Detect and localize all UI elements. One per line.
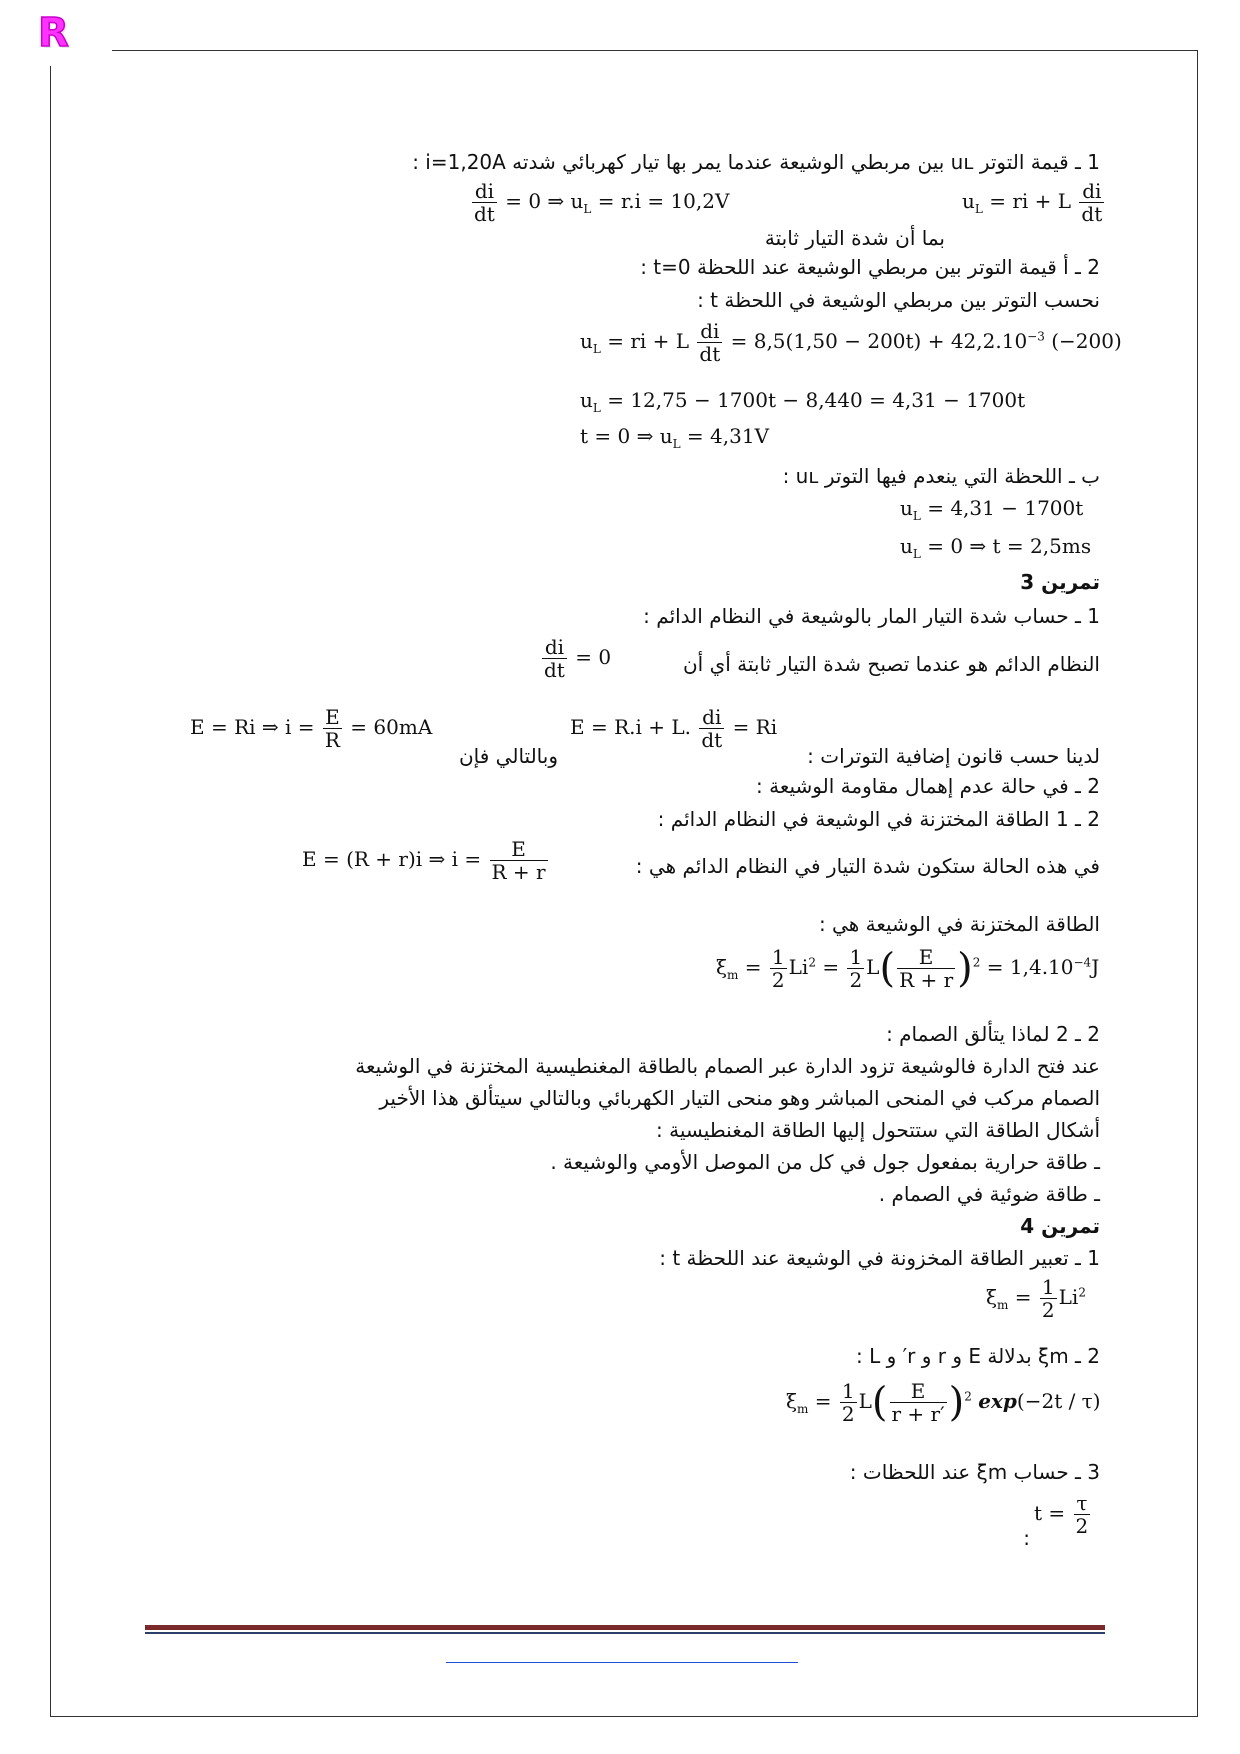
current-case-label: في هذه الحالة ستكون شدة التيار في النظام الدائم هي : [635, 854, 1100, 878]
equation-uL-expanded: $u_L$ = ri + L $\frac{di}{dt}$ = $8,5(1,50 - 200t) + 42,2.10^{-3}$ (−200) [580, 319, 1122, 366]
ex3-question-2-2: 2 ـ 2 لماذا يتألق الصمام : [886, 1022, 1100, 1046]
equation-energy-exponential: $\xi_m$ = $\frac{1}{2}$ L( $\frac{E}{r + r'}$ )$^2$ exp(−2t / τ) [786, 1379, 1101, 1426]
therefore-label: وبالتالي فإن [458, 744, 558, 768]
ex3-title: تمرين 3 [1020, 570, 1100, 594]
equation-uL-general: $u_L$ = ri + L $\frac{di}{dt}$ [962, 179, 1103, 226]
frame-border-top [112, 50, 1198, 51]
trailing-colon: : [1023, 1526, 1030, 1550]
explanation-line-2: الصمام مركب في المنحى المباشر وهو منحى التيار الكهربائي وبالتالي سيتألق هذا الأخير [379, 1086, 1100, 1110]
equation-uL-zero: $u_L = 0$ ⇒ t = 2,5ms [900, 534, 1092, 561]
constant-current-note: بما أن شدة التيار ثابتة [764, 226, 945, 250]
equation-steady-current: E = Ri ⇒ i = $\frac{E}{R}$ = 60mA [190, 705, 433, 752]
equation-uL-steady: $\frac{di}{dt}$ = 0 ⇒ $u_L = r.i = 10,2V$ [474, 179, 730, 226]
ex4-question-3: 3 ـ حساب ξm عند اللحظات : [849, 1460, 1100, 1484]
equation-uL-simplified: $u_L = 12,75 - 1700t - 8,440 = 4,31 - 1700t$ [580, 388, 1026, 415]
equation-uL-t0: t = 0 ⇒ $u_L = 4,31V$ [580, 424, 770, 451]
footer-link-underline[interactable] [446, 1662, 798, 1663]
footer-rule-red [145, 1625, 1105, 1630]
energy-form-bullet-2: ـ طاقة ضوئية في الصمام . [878, 1182, 1100, 1206]
equation-t-tau-half: t = $\frac{\tau}{2}$ [1034, 1491, 1089, 1538]
equation-stored-energy: $\xi_m$ = $\frac{1}{2}$ Li$^2$ = $\frac{1}{2}$ L( $\frac{E}{R + r}$ )$^2 = 1,4.10^{-4}J$ [716, 945, 1100, 992]
ex2-question-2b: ب ـ اللحظة التي ينعدم فيها التوتر uʟ : [782, 464, 1100, 488]
frame-border-bottom [50, 1716, 1198, 1717]
explanation-line-1: عند فتح الدارة فالوشيعة تزود الدارة عبر الصمام بالطاقة المغنطيسية المختزنة في الوشيعة [355, 1054, 1100, 1078]
energy-stored-label: الطاقة المختزنة في الوشيعة هي : [818, 912, 1100, 936]
ex3-question-2-1: 2 ـ 1 الطاقة المختزنة في الوشيعة في النظام الدائم : [657, 807, 1100, 831]
equation-uL-linear: $u_L = 4,31 - 1700t$ [900, 496, 1084, 523]
explanation-line-3: أشكال الطاقة التي ستتحول إليها الطاقة المغنطيسية : [656, 1118, 1100, 1142]
equation-di-dt-zero: $\frac{di}{dt}$ = 0 [544, 635, 612, 682]
equation-energy-expression: $\xi_m$ = $\frac{1}{2}$ Li$^2$ [986, 1275, 1086, 1322]
ex2-question-1: 1 ـ قيمة التوتر uʟ بين مربطي الوشيعة عندما يمر بها تيار كهربائي شدته i=1,20A : [412, 150, 1100, 174]
footer-rule-blue [145, 1632, 1105, 1634]
equation-kirchhoff: E = R.i + L. $\frac{di}{dt}$ = Ri [570, 705, 778, 752]
frame-border-left [50, 66, 51, 1717]
steady-state-definition: النظام الدائم هو عندما تصبح شدة التيار ثابتة أي أن [682, 652, 1100, 676]
frame-border-right [1197, 50, 1198, 1717]
calc-intro: نحسب التوتر بين مربطي الوشيعة في اللحظة t : [697, 288, 1100, 312]
kirchhoff-law-label: لدينا حسب قانون إضافية التوترات : [807, 744, 1100, 768]
ex4-title: تمرين 4 [1020, 1214, 1100, 1238]
equation-current-with-r: E = (R + r)i ⇒ i = $\frac{E}{R + r}$ [302, 837, 546, 884]
site-logo: R [38, 10, 69, 56]
ex2-question-2a: 2 ـ أ قيمة التوتر بين مربطي الوشيعة عند اللحظة t=0 : [640, 255, 1100, 279]
ex3-question-2: 2 ـ في حالة عدم إهمال مقاومة الوشيعة : [756, 774, 1100, 798]
ex4-question-2: 2 ـ ξm بدلالة E و r و r′ و L : [855, 1344, 1100, 1368]
energy-form-bullet-1: ـ طاقة حرارية بمفعول جول في كل من الموصل الأومي والوشيعة . [550, 1150, 1100, 1174]
ex4-question-1: 1 ـ تعبير الطاقة المخزونة في الوشيعة عند اللحظة t : [659, 1246, 1100, 1270]
ex3-question-1: 1 ـ حساب شدة التيار المار بالوشيعة في النظام الدائم : [643, 604, 1100, 628]
